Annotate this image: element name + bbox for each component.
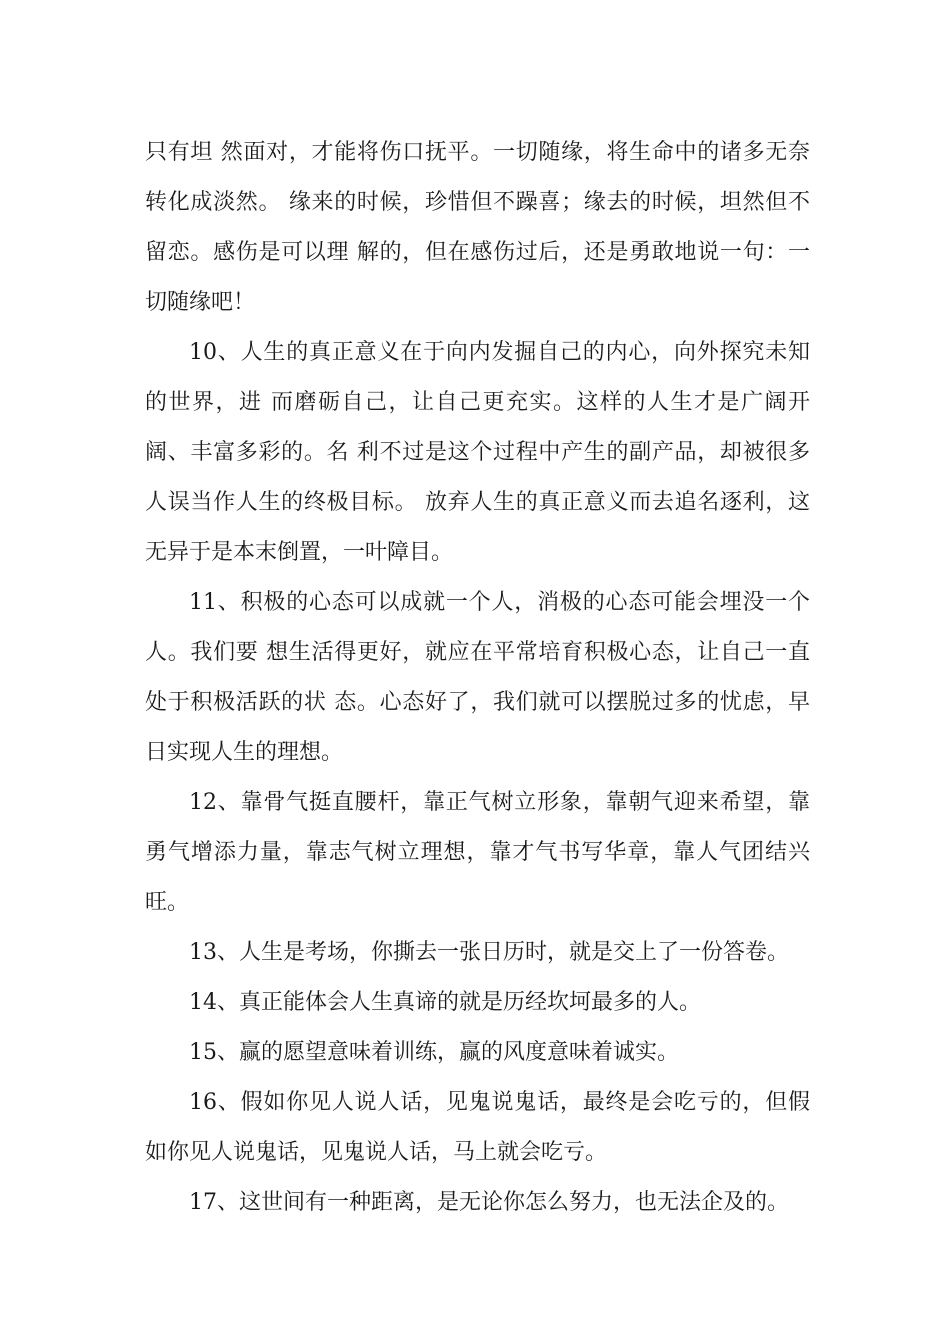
paragraph-item-10: 10、人生的真正意义在于向内发掘自己的内心，向外探究未知的世界，进 而磨砺自己，让自己更充实。这样的人生才是广阔开阔、丰富多彩的。名 利不过是这个过程中产生的副产品，却被很多人误当作人生的终极目标。 放弃人生的真正意义而去追名逐利，这无异于是本末倒置，一叶障目。: [145, 340, 810, 565]
paragraph-item-16: 16、假如你见人说人话，见鬼说鬼话，最终是会吃亏的，但假如你见人说鬼话，见鬼说人话，马上就会吃亏。: [145, 1090, 810, 1165]
paragraph-item-11: 11、积极的心态可以成就一个人，消极的心态可能会埋没一个人。我们要 想生活得更好，就应在平常培育积极心态，让自己一直处于积极活跃的状 态。心态好了，我们就可以摆脱过多的忧虑，早日实现人生的理想。: [145, 590, 810, 765]
paragraph-item-17: 17、这世间有一种距离，是无论你怎么努力，也无法企及的。: [189, 1190, 789, 1215]
paragraph-item-14: 14、真正能体会人生真谛的就是历经坎坷最多的人。: [189, 990, 701, 1015]
paragraph-item-12: 12、靠骨气挺直腰杆，靠正气树立形象，靠朝气迎来希望，靠勇气增添力量，靠志气树立理想，靠才气书写华章，靠人气团结兴旺。: [145, 790, 810, 915]
paragraph-item-13: 13、人生是考场，你撕去一张日历时，就是交上了一份答卷。: [189, 940, 789, 965]
document-body: [145, 128, 810, 1228]
paragraph-continuation: 只有坦 然面对，才能将伤口抚平。一切随缘，将生命中的诸多无奈转化成淡然。 缘来的时候，珍惜但不躁喜；缘去的时候，坦然但不留恋。感伤是可以理 解的，但在感伤过后，还是勇敢地说一句：一切随缘吧！: [145, 140, 810, 315]
paragraph-item-15: 15、赢的愿望意味着训练，赢的风度意味着诚实。: [189, 1040, 679, 1065]
